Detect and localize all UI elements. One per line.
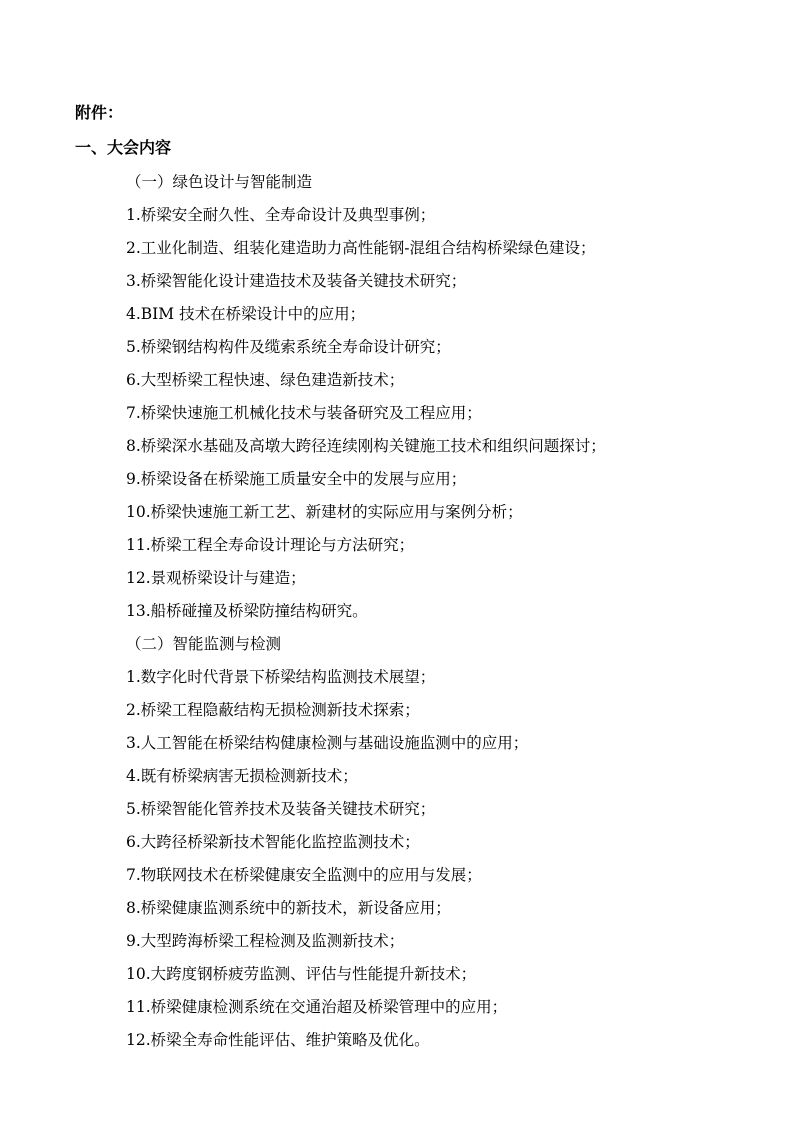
list-item: 3.人工智能在桥梁结构健康检测与基础设施监测中的应用； [126, 734, 529, 752]
list-item: 4.BIM 技术在桥梁设计中的应用； [126, 305, 366, 323]
list-item: 4.既有桥梁病害无损检测新技术； [126, 767, 358, 785]
list-item: 5.桥梁钢结构构件及缆索系统全寿命设计研究； [126, 338, 451, 356]
list-item: 8.桥梁深水基础及高墩大跨径连续刚构关键施工技术和组织问题探讨； [126, 437, 606, 455]
list-item: 1.数字化时代背景下桥梁结构监测技术展望； [126, 668, 436, 686]
list-item: 7.桥梁快速施工机械化技术与装备研究及工程应用； [126, 404, 482, 422]
list-item: 2.桥梁工程隐蔽结构无损检测新技术探索； [126, 701, 420, 719]
list-item: 11.桥梁健康检测系统在交通治超及桥梁管理中的应用； [126, 998, 508, 1016]
section-title-smart-monitoring: （二）智能监测与检测 [126, 635, 282, 653]
list-item: 11.桥梁工程全寿命设计理论与方法研究； [126, 536, 415, 554]
list-item: 13.船桥碰撞及桥梁防撞结构研究。 [126, 602, 368, 620]
list-item: 6.大跨径桥梁新技术智能化监控监测技术； [126, 833, 420, 851]
list-item: 12.桥梁全寿命性能评估、维护策略及优化。 [126, 1031, 430, 1049]
list-item: 2.工业化制造、组装化建造助力高性能钢-混组合结构桥梁绿色建设； [126, 239, 596, 257]
attachment-label: 附件： [75, 103, 124, 122]
list-item: 12.景观桥梁设计与建造； [126, 569, 306, 587]
list-item: 10.大跨度钢桥疲劳监测、评估与性能提升新技术； [126, 965, 477, 983]
section-title-green-design: （一）绿色设计与智能制造 [126, 173, 313, 191]
list-item: 1.桥梁安全耐久性、全寿命设计及典型事例； [126, 206, 436, 224]
list-item: 7.物联网技术在桥梁健康安全监测中的应用与发展； [126, 866, 482, 884]
list-item: 5.桥梁智能化管养技术及装备关键技术研究； [126, 800, 436, 818]
list-item: 6.大型桥梁工程快速、绿色建造新技术； [126, 371, 405, 389]
list-item: 8.桥梁健康监测系统中的新技术，新设备应用； [126, 899, 451, 917]
list-item: 3.桥梁智能化设计建造技术及装备关键技术研究； [126, 272, 467, 290]
list-item: 9.桥梁设备在桥梁施工质量安全中的发展与应用； [126, 470, 467, 488]
list-item: 9.大型跨海桥梁工程检测及监测新技术； [126, 932, 405, 950]
list-item: 10.桥梁快速施工新工艺、新建材的实际应用与案例分析； [126, 503, 523, 521]
part-title: 一、大会内容 [75, 138, 172, 157]
